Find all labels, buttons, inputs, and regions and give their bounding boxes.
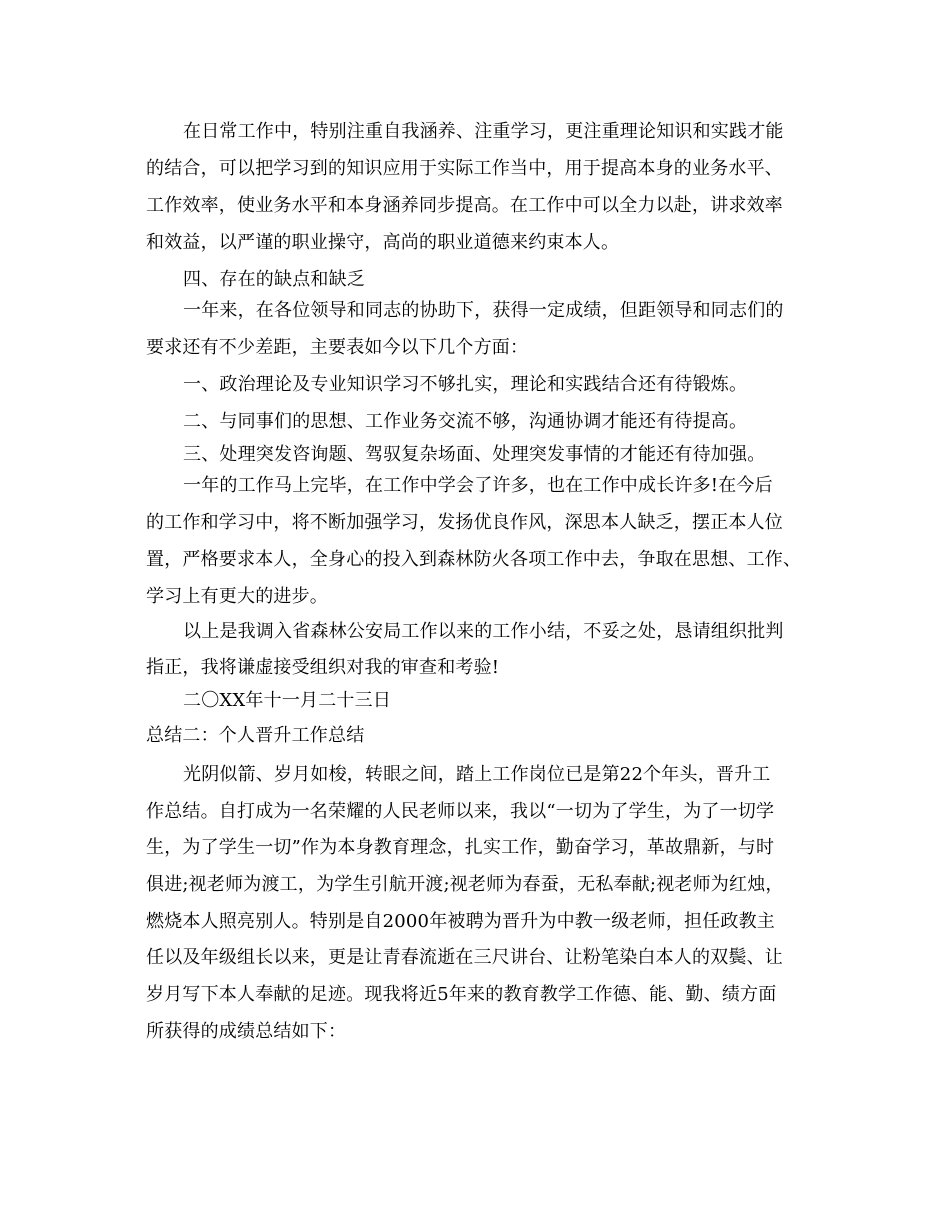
section-heading: 四、存在的缺点和缺乏 [183,269,365,290]
paragraph-line: 燃烧本人照亮别人。特别是自2000年被聘为晋升为中教一级老师，担任政教主 [146,911,776,932]
paragraph-line: 一年的工作马上完毕，在工作中学会了许多，也在工作中成长许多!在今后 [183,475,773,496]
paragraph-line: 指正，我将谦虚接受组织对我的审查和考验! [146,657,500,678]
paragraph-line: 学习上有更大的进步。 [146,586,328,607]
list-item: 二、与同事们的思想、工作业务交流不够，沟通协调才能还有待提高。 [183,411,748,432]
paragraph-line: 以上是我调入省森林公安局工作以来的工作小结，不妥之处，恳请组织批判 [183,621,784,642]
paragraph-line: 一年来，在各位领导和同志的协助下，获得一定成绩，但距领导和同志们的 [183,300,784,321]
date-line: 二〇XX年十一月二十三日 [183,690,392,711]
list-item: 一、政治理论及专业知识学习不够扎实，理论和实践结合还有待锻炼。 [183,374,748,395]
paragraph-line: 的工作和学习中，将不断加强学习，发扬优良作风，深思本人缺乏，摆正本人位 [146,512,783,533]
paragraph-line: 在日常工作中，特别注重自我涵养、注重学习，更注重理论知识和实践才能 [183,121,784,142]
paragraph-line: 置，严格要求本人，全身心的投入到森林防火各项工作中去，争取在思想、工作、 [146,549,802,570]
paragraph-line: 俱进;视老师为渡工，为学生引航开渡;视老师为春蚕，无私奉献;视老师为红烛， [146,874,784,895]
paragraph-line: 生，为了学生一切”作为本身教育理念，扎实工作，勤奋学习，革故鼎新，与时 [146,837,775,858]
paragraph-line: 和效益，以严谨的职业操守，高尚的职业道德来约束本人。 [146,232,620,253]
paragraph-line: 的结合，可以把学习到的知识应用于实际工作当中，用于提高本身的业务水平、 [146,158,783,179]
paragraph-line: 作总结。自打成为一名荣耀的人民老师以来，我以“一切为了学生，为了一切学 [146,801,775,822]
paragraph-line: 要求还有不少差距，主要表如今以下几个方面： [146,337,529,358]
paragraph-line: 工作效率，使业务水平和本身涵养同步提高。在工作中可以全力以赴，讲求效率 [146,195,783,216]
section-title: 总结二：个人晋升工作总结 [146,725,365,746]
paragraph-line: 岁月写下本人奉献的足迹。现我将近5年来的教育教学工作德、能、勤、绩方面 [146,984,777,1005]
list-item: 三、处理突发咨询题、驾驭复杂场面、处理突发事情的才能还有待加强。 [183,444,766,465]
paragraph-line: 光阴似箭、岁月如梭，转眼之间，踏上工作岗位已是第22个年头，晋升工 [183,764,771,785]
paragraph-line: 任以及年级组长以来，更是让青春流逝在三尺讲台、让粉笔染白本人的双鬓、让 [146,947,783,968]
paragraph-line: 所获得的成绩总结如下： [146,1021,347,1042]
